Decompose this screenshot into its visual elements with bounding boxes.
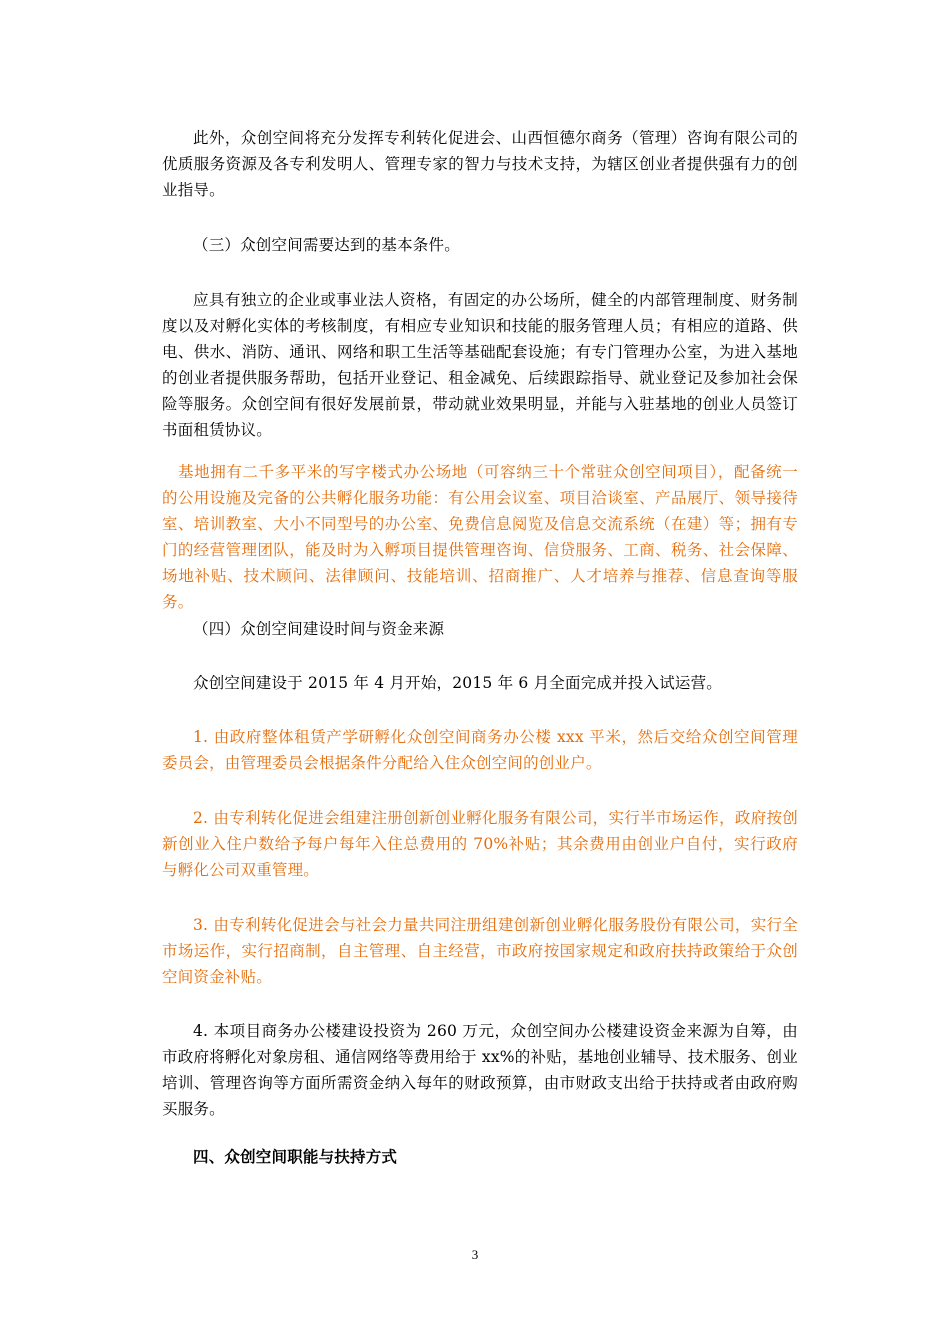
list-item-funding-3: 3. 由专利转化促进会与社会力量共同注册组建创新创业孵化服务股份有限公司，实行全市场运作，实行招商制，自主管理、自主经营，市政府按国家规定和政府扶持政策给于众创空间资金补贴。 [162,916,798,986]
list-item-funding-2: 2. 由专利转化促进会组建注册创新创业孵化服务有限公司，实行半市场运作，政府按创新创业入住户数给予每户每年入住总费用的 70%补贴；其余费用由创业户自付，实行政府与孵化公司双重管理。 [162,809,798,879]
section-heading-time-funding: （四）众创空间建设时间与资金来源 [193,620,445,638]
page-number: 3 [471,1247,479,1262]
paragraph-basic-conditions: 应具有独立的企业或事业法人资格，有固定的办公场所，健全的内部管理制度、财务制度以及对孵化实体的考核制度，有相应专业知识和技能的服务管理人员；有相应的道路、供电、供水、消防、通讯、网络和职工生活等基础配套设施；有专门管理办公室，为进入基地的创业者提供服务帮助，包括开业登记、租金减免、后续跟踪指导、就业登记及参加社会保险等服务。众创空间有很好发展前景，带动就业效果明显，并能与入驻基地的创业人员签订书面租赁协议。 [162,291,798,439]
list-item-funding-4: 4. 本项目商务办公楼建设投资为 260 万元，众创空间办公楼建设资金来源为自筹，由市政府将孵化对象房租、通信网络等费用给于 xx%的补贴，基地创业辅导、技术服务、创业培训、管理咨询等方面所需资金纳入每年的财政预算，由市财政支出给于扶持或者由政府购买服务。 [162,1022,798,1118]
paragraph-construction-time: 众创空间建设于 2015 年 4 月开始，2015 年 6 月全面完成并投入试运营。 [193,674,723,692]
list-item-funding-1: 1. 由政府整体租赁产学研孵化众创空间商务办公楼 xxx 平米，然后交给众创空间管理委员会，由管理委员会根据条件分配给入住众创空间的创业户。 [162,728,798,772]
section-heading-functions-support: 四、众创空间职能与扶持方式 [193,1147,398,1166]
paragraph-base-facilities: 基地拥有二千多平米的写字楼式办公场地（可容纳三十个常驻众创空间项目），配备统一的公用设施及完备的公共孵化服务功能：有公用会议室、项目洽谈室、产品展厅、领导接待室、培训教室、大小不同型号的办公室、免费信息阅览及信息交流系统（在建）等；拥有专门的经营管理团队，能及时为入孵项目提供管理咨询、信贷服务、工商、税务、社会保障、场地补贴、技术顾问、法律顾问、技能培训、招商推广、人才培养与推荐、信息查询等服务。 [162,463,798,611]
paragraph-support-resources: 此外，众创空间将充分发挥专利转化促进会、山西恒德尔商务（管理）咨询有限公司的优质服务资源及各专利发明人、管理专家的智力与技术支持，为辖区创业者提供强有力的创业指导。 [162,129,798,199]
section-heading-basic-conditions: （三）众创空间需要达到的基本条件。 [193,236,460,254]
